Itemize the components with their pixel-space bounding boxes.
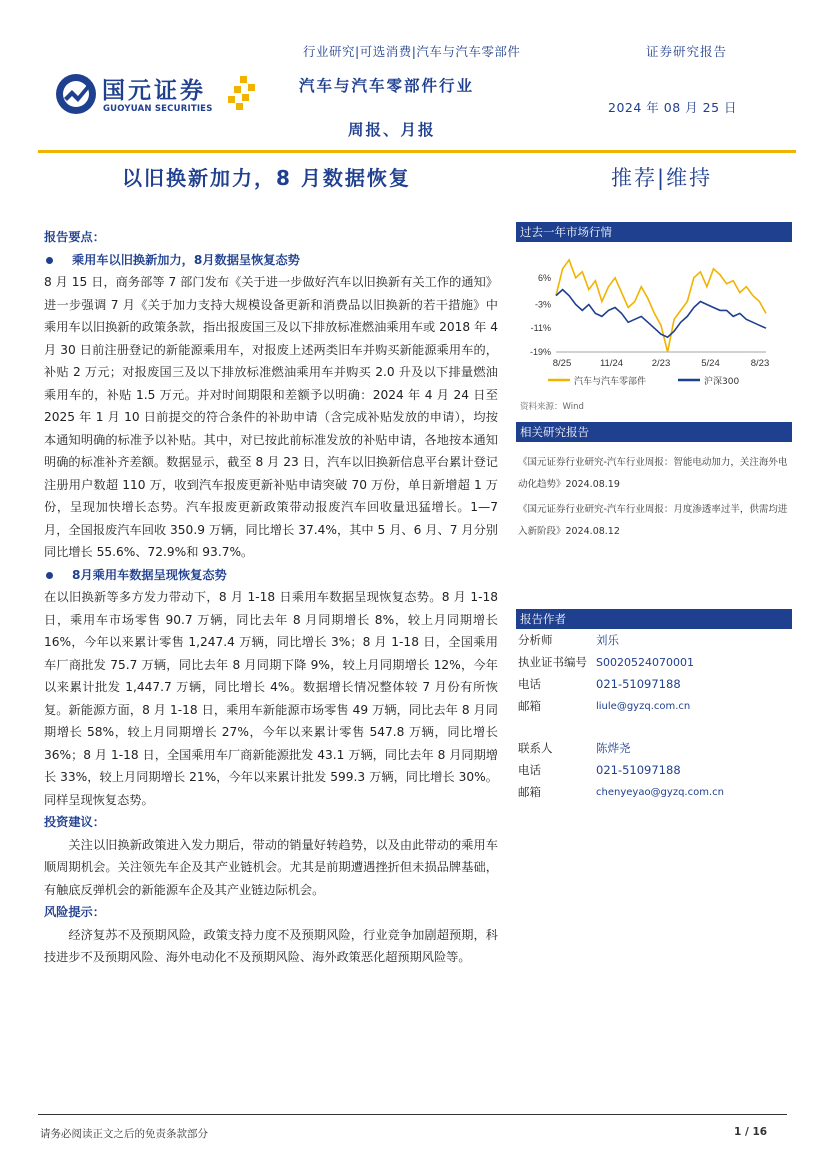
body-paragraph-2: 在以旧换新等多方发力带动下，8 月 1-18 日乘用车数据呈现恢复态势。8 月 1-18 日，乘用车市场零售 90.7 万辆，同比去年 8 月同期增长 8%，较上月同期增长 16%，今年以来累计零售 1,247.4 万辆，同比增长 3%；8 月 1-18 日，全国乘用车厂商批发 75.7 万辆，同比去年 8 月同期下降 9%，较上月同期增长 12%，今年以来累计批发 1,447.7 万辆，同比增长 4%。数据增长情况整体较 7 月份有所恢复。新能源方面，8 月 1-18 日，乘用车新能源市场零售 49 万辆，同比去年 8 月同期增长 58%，较上月同期增长 27%，今年以来累计零售 547.8 万辆，同比增长 36%；8 月 1-18 日，全国乘用车厂商新能源批发 43.1 万辆，同比去年 8 月同期增长 33%，较上月同期增长 21%，今年以来累计批发 599.3 万辆，同比增长 30%。同样呈现恢复态势。 — [44, 590, 498, 807]
bullet-heading-1: 乘用车以旧换新加力，8月数据呈恢复态势 — [44, 249, 498, 272]
license-number: S0020524070001 — [596, 656, 694, 669]
contact-phone-label: 电话 — [518, 763, 541, 777]
industry-title: 汽车与汽车零部件行业 — [299, 77, 475, 95]
contact-email-label: 邮箱 — [518, 785, 541, 799]
license-label: 执业证书编号 — [518, 655, 587, 669]
risk-heading: 风险提示： — [44, 905, 105, 919]
y-tick-label: -19% — [529, 347, 551, 357]
contact-block — [518, 738, 788, 808]
x-tick-label: 2/23 — [651, 358, 671, 369]
analyst-phone: 021-51097188 — [596, 677, 681, 691]
rating: 推荐|维持 — [611, 166, 713, 190]
chart-source: 资料来源：Wind — [520, 402, 584, 412]
summary-heading: 报告要点： — [44, 230, 105, 244]
phone-label: 电话 — [518, 677, 541, 691]
report-body — [44, 226, 498, 969]
invest-heading: 投资建议： — [44, 815, 105, 829]
report-date: 2024 年 08 月 25 日 — [608, 100, 737, 115]
x-tick-label: 8/25 — [552, 358, 572, 369]
related-reports-heading: 相关研究报告 — [516, 422, 792, 442]
logo-name-en: GUOYUAN SECURITIES — [103, 104, 213, 114]
bullet-heading-2: 8月乘用车数据呈现恢复态势 — [44, 564, 498, 587]
legend-label-0: 汽车与汽车零部件 — [574, 377, 647, 387]
document-type: 证券研究报告 — [646, 44, 728, 59]
x-tick-label: 5/24 — [701, 358, 720, 369]
legend-label-1: 沪深300 — [704, 377, 740, 387]
body-paragraph-1: 8 月 15 日，商务部等 7 部门发布《关于进一步做好汽车以旧换新有关工作的通知》进一步强调 7 月《关于加力支持大规模设备更新和消费品以旧换新的若干措施》中乘用车以旧换新的政策条款，指出报废国三及以下排放标准燃油乘用车或 2018 年 4 月 30 日前注册登记的新能源乘用车，对报废上述两类旧车并购买新能源乘用车的，补贴 2 万元；对报废国三及以下排放标准燃油乘用车并购买 2.0 升及以下排量燃油乘用车的，补贴 1.5 万元。并对时间期限和差额予以明确：2024 年 4 月 24 日至 2025 年 1 月 10 日前提交的符合条件的补助申请（含完成补贴发放的申请），均按本通知明确的标准予以补贴。其中，对已按此前标准发放的补贴申请，各地按本通知明确的标准补齐差额。数据显示，截至 8 月 23 日，汽车以旧换新信息平台累计登记注册用户数超 110 万，收到汽车报废更新补贴申请突破 70 万份，单日新增超 1 万份，呈现加快增长态势。汽车报废更新政策带动报废汽车回收量迅猛增长。1—7 月，全国报废汽车回收 350.9 万辆，同比增长 37.4%，其中 5 月、6 月、7 月分别同比增长 55.6%、72.9%和 93.7%。 — [44, 275, 498, 559]
header-divider — [38, 150, 796, 153]
logo-pattern-icon — [226, 76, 256, 110]
page-number: 1 / 16 — [734, 1126, 768, 1138]
contact-phone: 021-51097188 — [596, 763, 681, 777]
contact-label: 联系人 — [518, 741, 553, 755]
series-line-1 — [556, 290, 766, 338]
market-chart — [518, 246, 790, 394]
contact-email[interactable]: chenyeyao@gyzq.com.cn — [596, 787, 724, 798]
analyst-block — [518, 630, 788, 730]
x-tick-label: 11/24 — [599, 358, 624, 369]
footer-divider — [38, 1114, 787, 1115]
y-tick-label: -11% — [530, 323, 551, 334]
logo-name-cn: 国元证券 — [102, 78, 206, 104]
x-tick-label: 8/23 — [750, 358, 770, 369]
risk-text: 经济复苏不及预期风险，政策支持力度不及预期风险，行业竞争加剧超预期，科技进步不及预期风险、海外电动化不及预期风险、海外政策恶化超预期风险等。 — [44, 927, 498, 964]
report-title: 以旧换新加力，8 月数据恢复 — [122, 166, 411, 190]
related-report-1[interactable]: 《国元证券行业研究-汽车行业周报：智能电动加力，关注海外电动化趋势》2024.08.19 — [518, 457, 788, 490]
analyst-email[interactable]: liule@gyzq.com.cn — [596, 701, 691, 712]
market-chart-heading: 过去一年市场行情 — [516, 222, 792, 242]
y-tick-label: -3% — [534, 299, 551, 310]
report-frequency: 周报、月报 — [348, 121, 436, 139]
logo-emblem-icon — [54, 72, 98, 116]
email-label: 邮箱 — [518, 699, 541, 713]
y-tick-label: 6% — [537, 272, 551, 283]
analyst-label: 分析师 — [518, 633, 553, 647]
company-logo — [54, 72, 254, 122]
footer-disclaimer[interactable]: 请务必阅读正文之后的免责条款部分 — [40, 1128, 208, 1140]
category-breadcrumb: 行业研究|可选消费|汽车与汽车零部件 — [303, 44, 521, 59]
author-heading: 报告作者 — [516, 609, 792, 629]
invest-text: 关注以旧换新政策进入发力期后，带动的销量好转趋势，以及由此带动的乘用车顺周期机会。关注领先车企及其产业链机会。尤其是前期遭遇挫折但未损品牌基础，有触底反弹机会的新能源车企及其产业链边际机会。 — [44, 837, 498, 897]
related-report-2[interactable]: 《国元证券行业研究-汽车行业周报：月度渗透率过半，供需均进入新阶段》2024.08.12 — [518, 504, 788, 537]
analyst-name: 刘乐 — [596, 633, 619, 647]
contact-name: 陈烨尧 — [596, 741, 631, 755]
